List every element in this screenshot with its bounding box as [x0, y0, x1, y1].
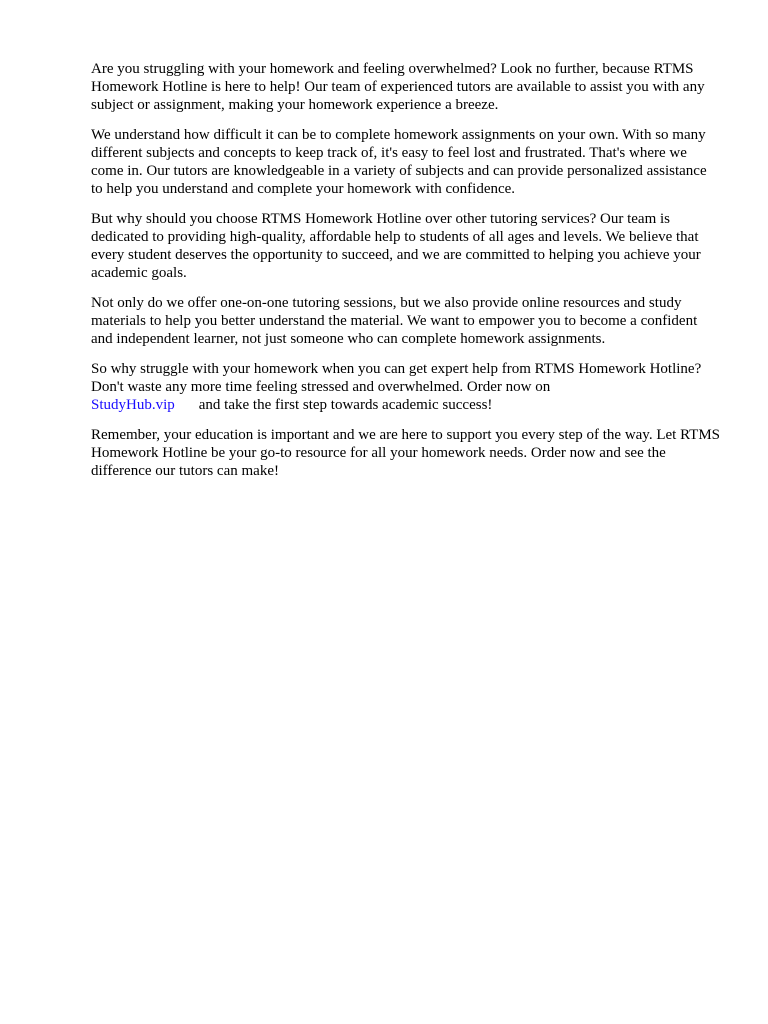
paragraph-closing: Remember, your education is important and we are here to support you every step of the way. Let RTMS Homework Hotline be your go-to resource for all your homework needs. Order now and see the difference our tutors can make!: [91, 427, 721, 479]
paragraph-intro: Are you struggling with your homework and feeling overwhelmed? Look no further, because RTMS Homework Hotline is here to help! Our team of experienced tutors are available to assist you with any subject or assignment, making your homework experience a breeze.: [91, 61, 705, 113]
cta-text-before-link: So why struggle with your homework when you can get expert help from RTMS Homework Hotline? Don't waste any more time feeling stressed and overwhelmed. Order now on: [91, 361, 702, 395]
paragraph-why-choose: But why should you choose RTMS Homework Hotline over other tutoring services? Our team is dedicated to providing high-quality, affordable help to students of all ages and levels. We believe that every student deserves the opportunity to succeed, and we are committed to helping you achieve your academic goals.: [91, 211, 701, 281]
paragraph-understanding: We understand how difficult it can be to complete homework assignments on your own. With so many different subjects and concepts to keep track of, it's easy to feel lost and frustrated. That's where we come in. Our tutors are knowledgeable in a variety of subjects and can provide personalized assistance to help you understand and complete your homework with confidence.: [91, 127, 707, 197]
paragraph-call-to-action: [91, 360, 721, 414]
document-body: [91, 60, 721, 492]
paragraph-resources: Not only do we offer one-on-one tutoring sessions, but we also provide online resources and study materials to help you better understand the material. We want to empower you to become a confident and independent learner, not just someone who can complete homework assignments.: [91, 295, 698, 347]
cta-text-after-link: and take the first step towards academic success!: [198, 397, 493, 413]
studyhub-link[interactable]: StudyHub.vip: [91, 397, 175, 413]
